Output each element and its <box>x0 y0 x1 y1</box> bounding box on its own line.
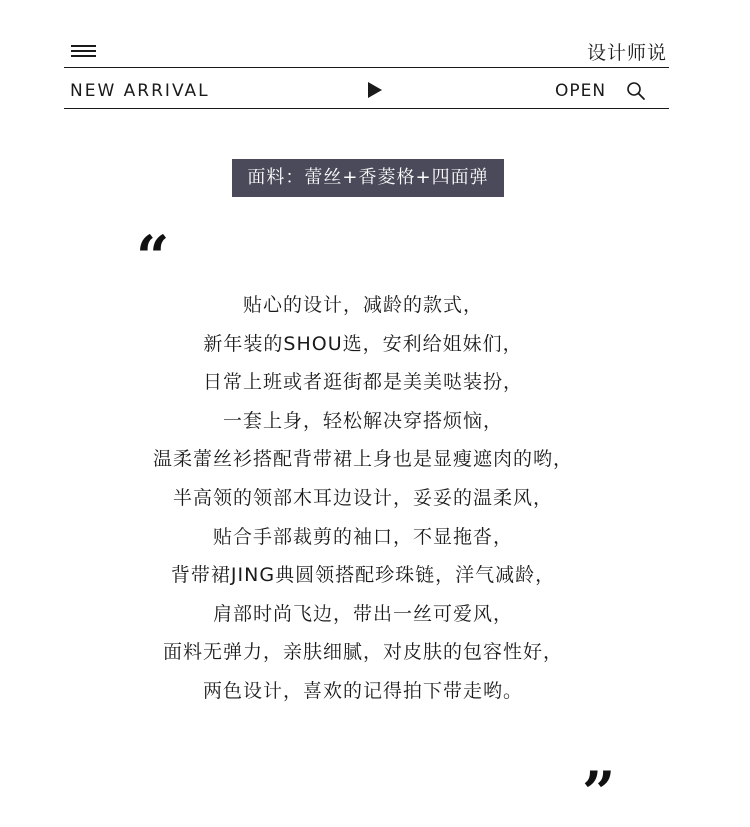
new-arrival-link[interactable]: NEW ARRIVAL <box>70 81 210 101</box>
fabric-badge: 面料：蕾丝+香菱格+四面弹 <box>232 159 504 197</box>
description-line: 半高领的领部木耳边设计，妥妥的温柔风， <box>172 486 553 509</box>
header-divider-top <box>64 67 669 68</box>
description-line: 贴心的设计，减龄的款式， <box>242 294 483 316</box>
search-icon[interactable] <box>626 81 646 101</box>
description-line: 背带裙JING典圆领搭配珍珠链，洋气减龄， <box>170 564 556 587</box>
description-line: 温柔蕾丝衫搭配背带裙上身也是显瘦遮肉的哟， <box>152 448 573 471</box>
description-line: 新年装的SHOU选，安利给姐妹们， <box>203 332 523 355</box>
close-quote-mark: ” <box>582 759 616 827</box>
open-quote-mark: “ <box>136 223 170 291</box>
description-line: 一套上身，轻松解决穿搭烦恼， <box>222 409 503 432</box>
description-line: 面料无弹力，亲肤细腻，对皮肤的包容性好， <box>162 641 563 664</box>
play-icon[interactable] <box>368 82 382 98</box>
description-line: 日常上班或者逛街都是美美哒装扮， <box>202 371 523 394</box>
header-divider-bottom <box>64 108 669 109</box>
description-line: 肩部时尚飞边，带出一丝可爱风， <box>212 602 513 625</box>
description-line: 两色设计，喜欢的记得拍下带走哟。 <box>202 679 523 702</box>
hamburger-menu-icon[interactable] <box>71 44 96 59</box>
product-description <box>0 286 726 711</box>
open-link[interactable]: OPEN <box>555 81 607 101</box>
designer-says-link[interactable]: 设计师说 <box>586 42 667 64</box>
description-line: 贴合手部裁剪的袖口，不显拖沓， <box>212 525 513 548</box>
